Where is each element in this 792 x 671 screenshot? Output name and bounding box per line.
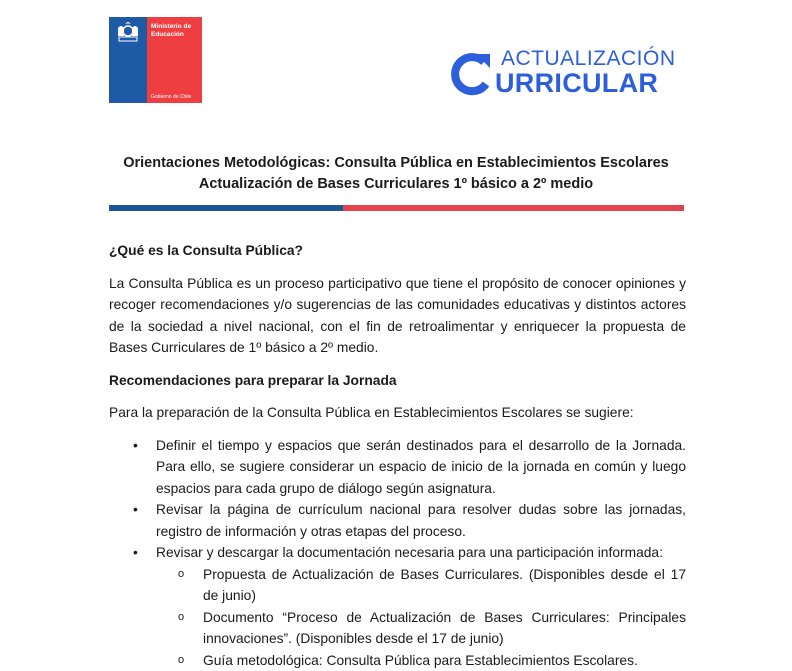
logo-red-panel [147, 17, 202, 103]
document-title-line2: Actualización de Bases Curriculares 1º básico a 2º medio [100, 176, 692, 192]
documents-sublist [156, 564, 686, 671]
logo-line1: ACTUALIZACIÓN [501, 47, 676, 71]
logo-blue-panel [109, 17, 147, 103]
sub-list-item [156, 650, 686, 671]
refresh-arrow-c-icon [448, 50, 494, 96]
bullet-icon: • [133, 499, 138, 521]
divider-red-segment [343, 205, 684, 211]
circle-bullet-icon: o [178, 607, 184, 629]
section-heading-what-is: ¿Qué es la Consulta Pública? [109, 240, 686, 262]
sub-list-item [156, 564, 686, 607]
sub-list-item-text: Documento “Proceso de Actualización de Bases Curriculares: Principales innovaciones”. (Disponibles desde el 17 de junio) [203, 610, 686, 647]
circle-bullet-icon: o [178, 564, 184, 586]
document-body [109, 240, 686, 671]
divider-blue-segment [109, 205, 343, 211]
list-item-text: Revisar y descargar la documentación necesaria para una participación informada: [156, 545, 663, 560]
mineduc-logo [109, 17, 202, 103]
list-item [109, 499, 686, 542]
ministry-line1: Ministerio de [151, 23, 191, 31]
bullet-icon: • [133, 435, 138, 457]
sub-list-item [156, 607, 686, 650]
list-item-text: Definir el tiempo y espacios que serán destinados para el desarrollo de la Jornada. Para ello, se sugiere considerar un espacio de inicio de la jornada en común y luego espacios para cada grupo de diálogo según asignatura. [156, 438, 686, 496]
list-item [109, 542, 686, 671]
paragraph-intro: Para la preparación de la Consulta Pública en Establecimientos Escolares se sugiere: [109, 402, 686, 424]
bullet-icon: • [133, 542, 138, 564]
logo-line2: URRICULAR [495, 68, 658, 99]
paragraph-definition: La Consulta Pública es un proceso participativo que tiene el propósito de conocer opiniones y recoger recomendaciones y/o sugerencias de las comunidades educativas y distintos actores de la sociedad a nivel nacional, con el fin de retroalimentar y enriquecer la propuesta de Bases Curriculares de 1º básico a 2º medio. [109, 273, 686, 359]
ministry-name [151, 23, 191, 38]
list-item-text: Revisar la página de currículum nacional para resolver dudas sobre las jornadas, registro de información y otras etapas del proceso. [156, 502, 686, 539]
section-heading-recommendations: Recomendaciones para preparar la Jornada [109, 370, 686, 392]
list-item [109, 435, 686, 500]
document-title-line1: Orientaciones Metodológicas: Consulta Pública en Establecimientos Escolares [100, 155, 692, 171]
ministry-line2: Educación [151, 31, 191, 39]
recommendations-list [109, 435, 686, 671]
title-divider [109, 205, 684, 211]
circle-bullet-icon: o [178, 650, 184, 671]
sub-list-item-text: Propuesta de Actualización de Bases Curriculares. (Disponibles desde el 17 de junio) [203, 567, 686, 604]
chile-coat-of-arms-icon [115, 22, 141, 44]
actualizacion-curricular-logo [448, 46, 663, 100]
government-label: Gobierno de Chile [151, 94, 191, 100]
sub-list-item-text: Guía metodológica: Consulta Pública para Establecimientos Escolares. [203, 653, 638, 668]
